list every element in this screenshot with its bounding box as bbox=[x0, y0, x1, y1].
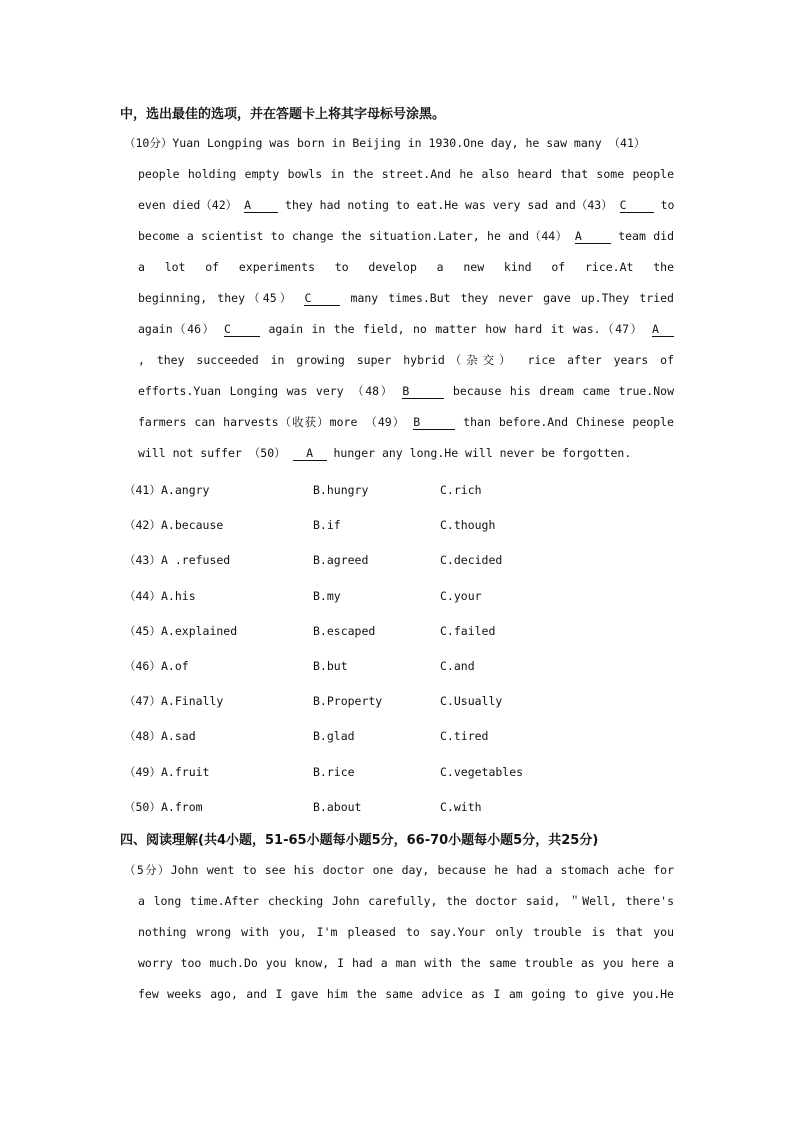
answer-blank-43: C bbox=[620, 198, 654, 213]
passage-line: （10分）Yuan Longping was born in Beijing in 1930.One day, he saw many （41） bbox=[124, 136, 646, 150]
option-a: A.from bbox=[161, 799, 203, 814]
cloze-passage bbox=[124, 128, 674, 469]
answer-blank-44: A bbox=[575, 229, 611, 244]
score-label: （10分） bbox=[124, 136, 173, 150]
option-c: C.failed bbox=[440, 623, 496, 638]
answer-blank-50: A bbox=[293, 446, 327, 461]
answer-blank-46: C bbox=[224, 322, 260, 337]
answer-blank-49: B bbox=[413, 415, 455, 430]
option-a: A .refused bbox=[161, 553, 231, 568]
option-c: C.your bbox=[440, 588, 482, 603]
option-b: B.hungry bbox=[313, 483, 369, 497]
score-label: （5分） bbox=[124, 863, 171, 877]
answer-blank-45: C bbox=[304, 291, 340, 306]
option-a: A.angry bbox=[161, 483, 210, 497]
option-row: （43） A .refused B.agreed C.decided bbox=[124, 553, 503, 568]
option-c: C.and bbox=[440, 658, 475, 673]
option-row: （46） A.of B.but C.and bbox=[124, 658, 475, 673]
option-row: （50） A.from B.about C.with bbox=[124, 799, 482, 814]
passage-line: nothing wrong with you, I'm pleased to say.Your only trouble is that you bbox=[138, 925, 674, 939]
option-a: A.of bbox=[161, 658, 189, 673]
option-row: （44） A.his B.my C.your bbox=[124, 588, 482, 603]
passage-line: a long time.After checking John carefully, the doctor said, ＂Well, there's bbox=[138, 894, 674, 908]
option-a: A.sad bbox=[161, 729, 196, 744]
passage-line: efforts.Yuan Longing was very （48） B because his dream came true.Now bbox=[138, 384, 674, 398]
option-a: A.Finally bbox=[161, 694, 224, 709]
passage-line: , they succeeded in growing super hybrid（杂交） rice after years of bbox=[138, 353, 674, 367]
option-b: B.glad bbox=[313, 729, 355, 744]
reading-passage bbox=[124, 855, 674, 1010]
option-c: C.decided bbox=[440, 553, 503, 568]
option-b: B.rice bbox=[313, 764, 355, 779]
option-row: （42） A.because B.if C.though bbox=[124, 518, 496, 533]
option-a: A.his bbox=[161, 588, 196, 603]
option-row: （49） A.fruit B.rice C.vegetables bbox=[124, 764, 524, 779]
passage-line: few weeks ago, and I gave him the same advice as I am going to give you.He bbox=[138, 987, 674, 1001]
option-a: A.because bbox=[161, 518, 224, 533]
option-c: C.though bbox=[440, 518, 496, 533]
option-c: C.Usually bbox=[440, 694, 503, 709]
option-c: C.with bbox=[440, 799, 482, 814]
option-row: （41） A.angry B.hungry C.rich bbox=[124, 483, 482, 497]
passage-line: even died（42） A they had noting to eat.He was very sad and（43） C to bbox=[138, 198, 675, 212]
passage-line: people holding empty bowls in the street.And he also heard that some people bbox=[138, 167, 674, 181]
passage-line: again（46） C again in the field, no matter how hard it was.（47） A bbox=[124, 314, 674, 345]
option-b: B.if bbox=[313, 518, 341, 533]
passage-line: farmers can harvests（收获）more （49） B than before.And Chinese people bbox=[138, 415, 674, 429]
options-list bbox=[124, 481, 684, 833]
option-b: B.about bbox=[313, 799, 362, 814]
option-c: C.vegetables bbox=[440, 764, 524, 779]
answer-blank-48: B bbox=[402, 384, 444, 399]
passage-line: （5分）John went to see his doctor one day, because he had a stomach ache for bbox=[124, 863, 674, 877]
option-b: B.Property bbox=[313, 694, 383, 709]
section-heading-reading: 四、阅读理解(共4小题，51-65小题每小题5分，66-70小题每小题5分，共25分) bbox=[120, 833, 599, 848]
option-a: A.fruit bbox=[161, 764, 210, 779]
option-b: B.my bbox=[313, 588, 341, 603]
passage-line: a lot of experiments to develop a new kind of rice.At the bbox=[138, 260, 674, 274]
option-b: B.escaped bbox=[313, 623, 376, 638]
passage-line: become a scientist to change the situation.Later, he and（44） A team did bbox=[138, 229, 674, 243]
answer-blank-47: A bbox=[652, 322, 674, 337]
option-a: A.explained bbox=[161, 623, 238, 638]
option-row: （45） A.explained B.escaped C.failed bbox=[124, 623, 496, 638]
option-row: （48） A.sad B.glad C.tired bbox=[124, 729, 489, 744]
passage-line: worry too much.Do you know, I had a man with the same trouble as you here a bbox=[138, 956, 674, 970]
option-row: （47） A.Finally B.Property C.Usually bbox=[124, 694, 503, 709]
section-heading-cloze: 中，选出最佳的选项，并在答题卡上将其字母标号涂黑。 bbox=[120, 107, 446, 122]
option-b: B.but bbox=[313, 658, 348, 673]
answer-blank-42: A bbox=[244, 198, 278, 213]
passage-line: will not suffer （50） A hunger any long.He will never be forgotten. bbox=[138, 446, 632, 460]
option-c: C.tired bbox=[440, 729, 489, 744]
option-b: B.agreed bbox=[313, 553, 369, 568]
option-c: C.rich bbox=[440, 483, 482, 497]
passage-line: beginning, they（45） C many times.But they never gave up.They tried bbox=[138, 291, 674, 305]
